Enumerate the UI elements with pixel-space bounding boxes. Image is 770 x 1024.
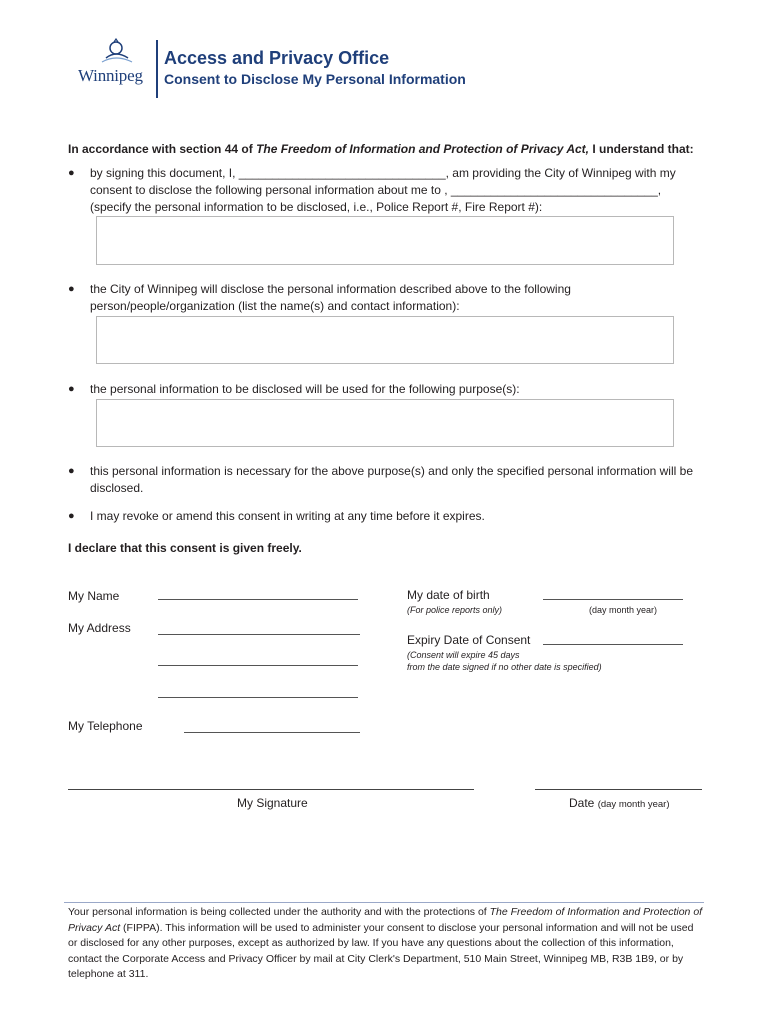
bullet-line: the City of Winnipeg will disclose the personal information described above to the following: [90, 282, 571, 296]
bullet-line: the personal information to be disclosed will be used for the following purpose(s):: [90, 382, 520, 396]
bullet-necessity-statement: [90, 463, 705, 497]
dob-note: (For police reports only): [407, 605, 503, 615]
bullet-line: disclosed.: [90, 481, 144, 495]
bullet-line: by signing this document, I, _______________________________, am providing the City of Winnipeg with my: [90, 166, 676, 180]
intro-suffix: I understand that:: [589, 142, 694, 156]
declaration-text: I declare that this consent is given freely.: [68, 541, 302, 555]
bullet-line: this personal information is necessary for the above purpose(s) and only the specified personal information will be: [90, 464, 693, 478]
date-label: Date: [569, 796, 595, 810]
expiry-label: Expiry Date of Consent: [407, 633, 531, 647]
bullet-dot: ●: [68, 167, 75, 179]
bullet-line: I may revoke or amend this consent in writing at any time before it expires.: [90, 509, 485, 523]
address-label: My Address: [68, 621, 131, 635]
bullet-revoke-statement: [90, 508, 705, 525]
privacy-notice-part-2: (FIPPA). This information will be used to administer your consent to disclose your personal information and will not be used or disclosed for any other purposes, except as authorized by law. If you have any questions about the collection of this information, contact the Corporate Access and Privacy Officer by mail at City Clerk's Department, 510 Main Street, Winnipeg MB, R3B 1B9, or by telephone at 311.: [68, 921, 694, 980]
name-label: My Name: [68, 589, 120, 603]
logo-wordmark: Winnipeg: [78, 66, 143, 85]
address-field-line-2[interactable]: [158, 664, 358, 666]
expiry-field[interactable]: [543, 643, 683, 645]
personal-information-box[interactable]: [96, 216, 674, 265]
signature-label: My Signature: [237, 796, 308, 810]
date-format-note: (day month year): [597, 799, 670, 810]
bullet-dot: ●: [68, 283, 75, 295]
privacy-notice-act-name: The Freedom of Information and Protection of Privacy Act: [68, 906, 703, 934]
intro-prefix: In accordance with section 44 of: [68, 142, 257, 156]
bullet-line: consent to disclose the following personal information about me to , _______________________________,: [90, 183, 662, 197]
winnipeg-logo: [78, 38, 150, 90]
bullet-purpose-statement: [90, 381, 705, 398]
address-field-line-3[interactable]: [158, 696, 358, 698]
signature-field[interactable]: [68, 789, 474, 790]
page-subtitle: Consent to Disclose My Personal Information: [164, 71, 466, 87]
header-divider: [156, 40, 158, 98]
expiry-note-line-2: from the date signed if no other date is specified): [407, 662, 602, 672]
bullet-line: (specify the personal information to be disclosed, i.e., Police Report #, Fire Report #):: [90, 200, 543, 214]
signature-date-label: [569, 796, 670, 810]
winnipeg-emblem-icon: [78, 38, 150, 68]
bullet-consent-statement: [90, 165, 705, 216]
recipient-information-box[interactable]: [96, 316, 674, 364]
purpose-box[interactable]: [96, 399, 674, 447]
bullet-recipient-statement: [90, 281, 705, 315]
privacy-notice: [68, 905, 704, 983]
bullet-dot: ●: [68, 383, 75, 395]
bullet-dot: ●: [68, 465, 75, 477]
expiry-note-line-1: (Consent will expire 45 days: [407, 650, 520, 660]
intro-act-name: The Freedom of Information and Protection of Privacy Act,: [256, 142, 589, 156]
bullet-dot: ●: [68, 510, 75, 522]
dob-format-note: (day month year): [589, 605, 658, 615]
privacy-notice-part-1: Your personal information is being collected under the authority and with the protections of: [68, 906, 490, 918]
intro-statement: [68, 142, 694, 156]
telephone-label: My Telephone: [68, 719, 143, 733]
dob-field[interactable]: [543, 598, 683, 600]
telephone-field[interactable]: [184, 731, 360, 733]
dob-label: My date of birth: [407, 588, 490, 602]
bullet-line: person/people/organization (list the name(s) and contact information):: [90, 299, 460, 313]
signature-date-field[interactable]: [535, 789, 702, 790]
page-title: Access and Privacy Office: [164, 48, 390, 68]
name-field[interactable]: [158, 598, 358, 600]
footer-divider: [64, 902, 704, 903]
address-field-line-1[interactable]: [158, 633, 360, 635]
